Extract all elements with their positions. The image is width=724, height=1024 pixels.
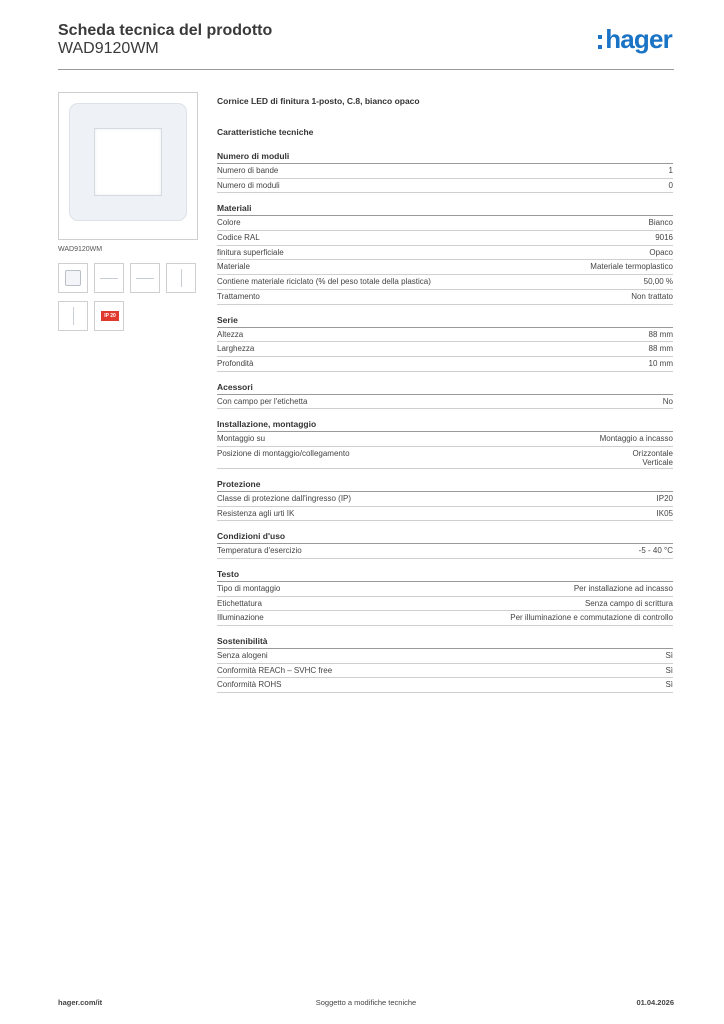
- section-title: Acessori: [217, 382, 673, 395]
- spec-section: [217, 636, 673, 693]
- logo-dots-icon: [598, 35, 602, 49]
- spec-section: [217, 151, 673, 193]
- spec-row: [217, 328, 673, 343]
- thumbnail-ip-rating[interactable]: [94, 301, 124, 331]
- image-caption: WAD9120WM: [58, 246, 103, 253]
- thumbnail-profile[interactable]: [166, 263, 196, 293]
- characteristics-title: Caratteristiche tecniche: [217, 127, 314, 137]
- spec-row: [217, 395, 673, 410]
- spec-label: Altezza: [217, 329, 244, 339]
- spec-value: Senza campo di scrittura: [584, 598, 673, 608]
- spec-section: [217, 203, 673, 304]
- spec-value: 0: [668, 180, 673, 190]
- spec-label: Con campo per l'etichetta: [217, 396, 308, 406]
- spec-label: Materiale: [217, 262, 250, 272]
- product-code: WAD9120WM: [58, 40, 159, 57]
- spec-value: 1: [668, 166, 673, 175]
- spec-row: [217, 447, 673, 469]
- section-title: Condizioni d'uso: [217, 531, 673, 544]
- thumbnail-edge[interactable]: [58, 301, 88, 331]
- spec-value: 88 mm: [648, 344, 673, 354]
- spec-row: [217, 216, 673, 231]
- spec-label: Posizione di montaggio/collegamento: [217, 448, 350, 458]
- spec-row: [217, 544, 673, 559]
- spec-row: [217, 507, 673, 522]
- spec-section: [217, 531, 673, 559]
- spec-label: Classe di protezione dall'ingresso (IP): [217, 493, 352, 503]
- spec-sections: [217, 151, 673, 693]
- thumbnail-list: [58, 263, 198, 331]
- footer-date: 01.04.2026: [636, 998, 674, 1007]
- spec-section: [217, 315, 673, 372]
- spec-row: [217, 432, 673, 447]
- spec-value: Materiale termoplastico: [590, 262, 673, 272]
- spec-label: Colore: [217, 218, 241, 228]
- spec-row: [217, 597, 673, 612]
- spec-label: finitura superficiale: [217, 247, 284, 257]
- spec-value: 9016: [655, 233, 673, 243]
- footer-website[interactable]: hager.com/it: [58, 998, 103, 1007]
- section-title: Numero di moduli: [217, 151, 673, 164]
- spec-row: [217, 611, 673, 626]
- ip20-badge-icon: IP 20: [101, 311, 119, 321]
- spec-section: [217, 382, 673, 410]
- section-title: Serie: [217, 315, 673, 328]
- spec-value: 88 mm: [648, 329, 673, 339]
- spec-value: Non trattato: [631, 291, 673, 301]
- thumbnail-top[interactable]: [130, 263, 160, 293]
- page-header: [58, 22, 674, 70]
- spec-row: [217, 357, 673, 372]
- spec-row: [217, 246, 673, 261]
- spec-label: Contiene materiale riciclato (% del peso totale della plastica): [217, 277, 431, 287]
- spec-row: [217, 678, 673, 693]
- spec-label: Tipo di montaggio: [217, 584, 281, 593]
- section-title: Testo: [217, 569, 673, 582]
- spec-section: [217, 479, 673, 521]
- spec-label: Profondità: [217, 358, 254, 368]
- spec-value: IK05: [656, 508, 673, 518]
- spec-value: Opaco: [649, 247, 673, 257]
- spec-content: [217, 96, 673, 703]
- spec-label: Trattamento: [217, 291, 260, 301]
- spec-label: Conformità ROHS: [217, 680, 282, 690]
- spec-label: Numero di moduli: [217, 180, 280, 190]
- spec-value: Montaggio a incasso: [599, 434, 673, 444]
- spec-value: 10 mm: [648, 358, 673, 368]
- spec-row: [217, 664, 673, 679]
- spec-label: Montaggio su: [217, 434, 266, 444]
- spec-value: Orizzontale Verticale: [632, 448, 673, 467]
- frame-top-icon: [136, 278, 154, 279]
- spec-label: Etichettatura: [217, 598, 262, 608]
- spec-value: Sì: [665, 651, 673, 661]
- spec-value: Sì: [665, 680, 673, 690]
- spec-row: [217, 342, 673, 357]
- spec-row: [217, 179, 673, 194]
- spec-value: Per installazione ad incasso: [573, 584, 673, 593]
- spec-label: Conformità REACh – SVHC free: [217, 665, 333, 675]
- spec-label: Larghezza: [217, 344, 255, 354]
- spec-label: Temperatura d'esercizio: [217, 546, 302, 556]
- spec-label: Resistenza agli urti IK: [217, 508, 295, 518]
- product-title: Cornice LED di finitura 1-posto, C.8, bianco opaco: [217, 96, 420, 106]
- spec-value: Sì: [665, 665, 673, 675]
- spec-value: IP20: [656, 493, 673, 503]
- spec-row: [217, 231, 673, 246]
- section-title: Installazione, montaggio: [217, 419, 673, 432]
- spec-row: [217, 275, 673, 290]
- spec-row: [217, 649, 673, 664]
- spec-row: [217, 582, 673, 597]
- frame-profile-icon: [181, 269, 182, 287]
- section-title: Materiali: [217, 203, 673, 216]
- frame-side-icon: [100, 278, 118, 279]
- spec-value: Per illuminazione e commutazione di controllo: [510, 613, 673, 623]
- product-images: [58, 92, 198, 331]
- spec-row: [217, 492, 673, 507]
- spec-value: Bianco: [648, 218, 673, 228]
- spec-value: No: [662, 396, 673, 406]
- thumbnail-front[interactable]: [58, 263, 88, 293]
- spec-label: Senza alogeni: [217, 651, 268, 661]
- footer-note: Soggetto a modifiche tecniche: [315, 998, 417, 1007]
- frame-edge-icon: [73, 307, 74, 325]
- frame-front-icon: [65, 270, 81, 286]
- product-main-image[interactable]: [58, 92, 198, 240]
- spec-row: [217, 164, 673, 179]
- section-title: Protezione: [217, 479, 673, 492]
- spec-value: 50,00 %: [643, 277, 673, 287]
- document-title: Scheda tecnica del prodotto: [58, 22, 273, 39]
- spec-section: [217, 569, 673, 626]
- section-title: Sostenibilità: [217, 636, 673, 649]
- hager-logo: [598, 26, 672, 56]
- spec-row: [217, 260, 673, 275]
- spec-row: [217, 290, 673, 305]
- spec-label: Illuminazione: [217, 613, 264, 623]
- spec-value: -5 - 40 °C: [638, 546, 673, 556]
- spec-label: Codice RAL: [217, 233, 260, 243]
- spec-section: [217, 419, 673, 469]
- logo-text: hager: [605, 24, 672, 54]
- spec-label: Numero di bande: [217, 166, 279, 175]
- frame-image-icon: [69, 103, 187, 221]
- thumbnail-side[interactable]: [94, 263, 124, 293]
